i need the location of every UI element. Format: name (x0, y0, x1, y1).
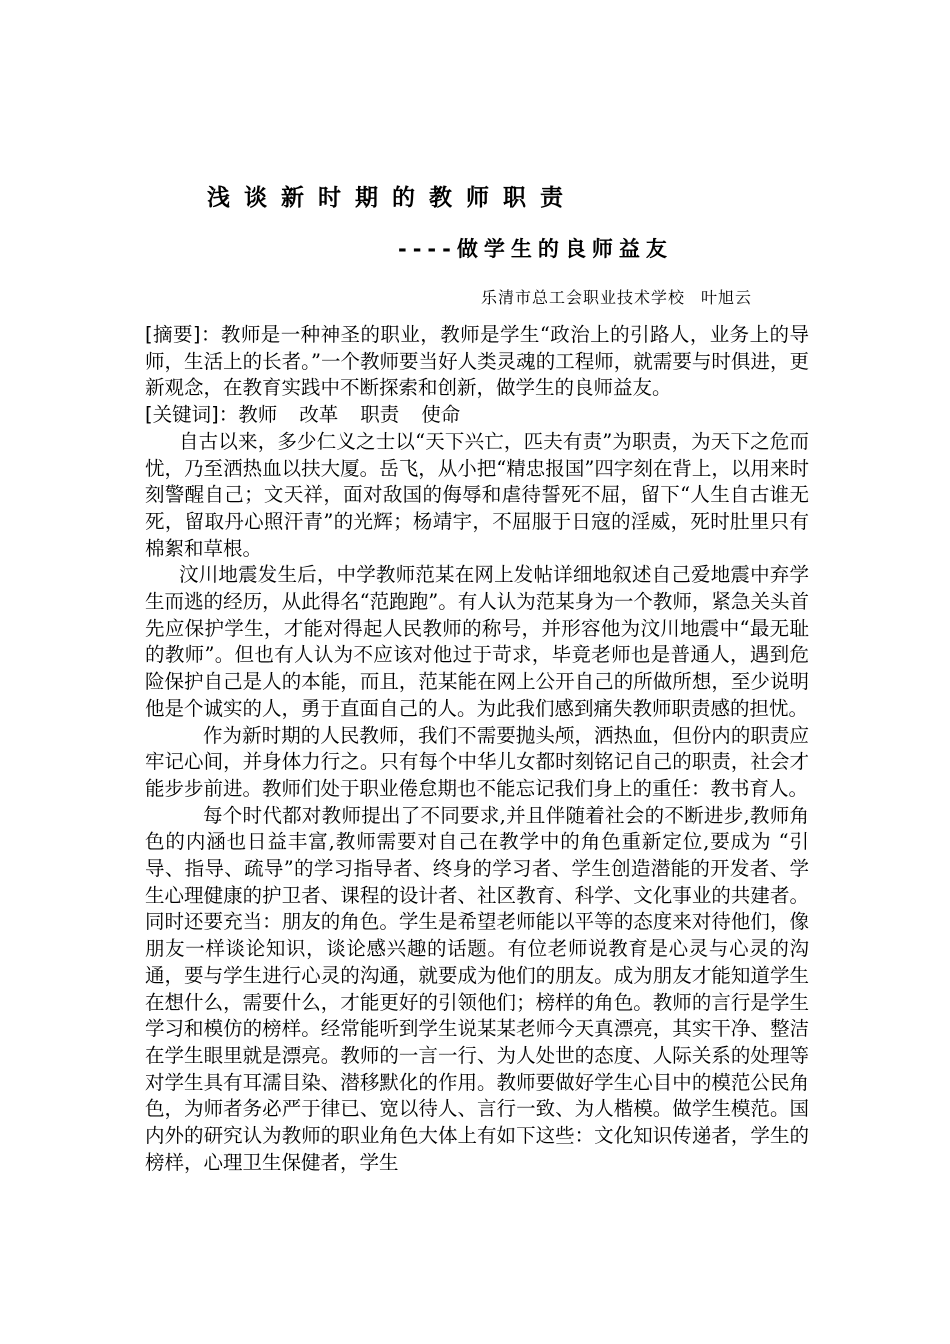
body-paragraph: 作为新时期的人民教师，我们不需要抛头颅，洒热血，但份内的职责应牢记心间，并身体力行之。只有每个中华儿女都时刻铭记自己的职责，社会才能步步前进。教师们处于职业倦怠期也不能忘记我们身上的重任：教书育人。 (145, 723, 809, 800)
keyword: 职责 (360, 403, 400, 427)
keywords-paragraph (145, 402, 809, 429)
author-name: 叶旭云 (701, 288, 753, 307)
abstract-label: [摘要] (145, 323, 201, 346)
author-school: 乐清市总工会职业技术学校 (481, 288, 686, 307)
document-subtitle: ----做学生的良师益友 (398, 237, 673, 261)
keywords-colon: ： (218, 403, 239, 427)
body-paragraph: 自古以来，多少仁义之士以“天下兴亡，匹夫有责”为职责，为天下之危而忧，乃至洒热血以扶大厦。岳飞，从小把“精忠报国”四字刻在背上，以用来时刻警醒自己；文天祥，面对敌国的侮辱和虐待誓死不屈，留下“人生自古谁无死，留取丹心照汗青”的光辉；杨靖宇，不屈服于日寇的淫威，死时肚里只有棉絮和草根。 (145, 429, 809, 560)
body-paragraph: 每个时代都对教师提出了不同要求,并且伴随着社会的不断进步,教师角色的内涵也日益丰富,教师需要对自己在教学中的角色重新定位,要成为 “引导、指导、疏导”的学习指导者、终身的学习者、学生创造潜能的开发者、学生心理健康的护卫者、课程的设计者、社区教育、科学、文化事业的共建者。同时还要充当：朋友的角色。学生是希望老师能以平等的态度来对待他们，像朋友一样谈论知识，谈论感兴趣的话题。有位老师说教育是心灵与心灵的沟通，要与学生进行心灵的沟通，就要成为他们的朋友。成为朋友才能知道学生在想什么，需要什么，才能更好的引领他们；榜样的角色。教师的言行是学生学习和模仿的榜样。经常能听到学生说某某老师今天真漂亮，其实干净、整洁在学生眼里就是漂亮。教师的一言一行、为人处世的态度、人际关系的处理等对学生具有耳濡目染、潜移默化的作用。教师要做好学生心目中的模范公民角色，为师者务必严于律已、宽以待人、言行一致、为人楷模。做学生模范。国内外的研究认为教师的职业角色大体上有如下这些：文化知识传递者，学生的榜样，心理卫生保健者，学生 (145, 803, 809, 1174)
keyword: 教师 (238, 403, 278, 427)
keyword: 使命 (421, 403, 461, 427)
body-paragraph: 汶川地震发生后，中学教师范某在网上发帖详细地叙述自己爱地震中弃学生而逃的经历，从此得名“范跑跑”。有人认为范某身为一个教师，紧急关头首先应保护学生，才能对得起人民教师的称号，并形容他为汶川地震中“最无耻的教师”。但也有人认为不应该对他过于苛求，毕竟老师也是普通人，遇到危险保护自己是人的本能，而且，范某能在网上公开自己的所做所想，至少说明他是个诚实的人，勇于直面自己的人。为此我们感到痛失教师职责感的担忧。 (145, 563, 809, 720)
author-line (481, 287, 752, 309)
document-title: 浅谈新时期的教师职责 (207, 185, 577, 211)
keywords-label: [关键词] (145, 403, 219, 427)
keyword: 改革 (299, 403, 339, 427)
abstract-text: ：教师是一种神圣的职业，教师是学生“政治上的引路人，业务上的导师，生活上的长者。”一个教师要当好人类灵魂的工程师，就需要与时俱进，更新观念，在教育实践中不断探索和创新，做学生的良师益友。 (145, 323, 809, 400)
document-body (145, 322, 809, 1177)
abstract-paragraph (145, 322, 809, 402)
